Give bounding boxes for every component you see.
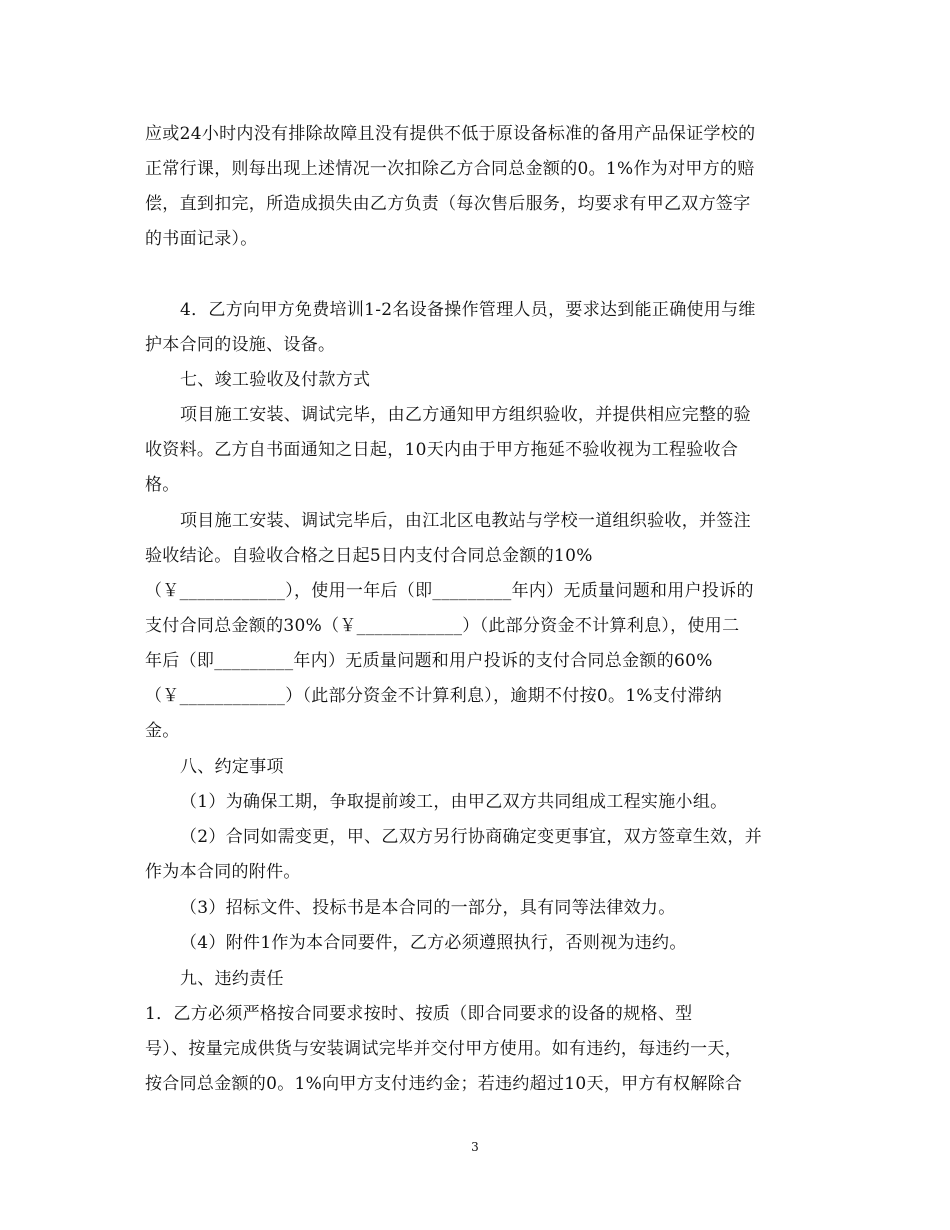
- text-line: （2）合同如需变更，甲、乙双方另行协商确定变更事宜，双方签章生效，并: [180, 827, 763, 847]
- text-line: 年后（即_________年内）无质量问题和用户投诉的支付合同总金额的60%: [145, 651, 713, 671]
- text-line: 收资料。乙方自书面通知之日起，10天内由于甲方拖延不验收视为工程验收合: [145, 440, 739, 460]
- text-line: 九、违约责任: [180, 969, 284, 989]
- text-line: 项目施工安装、调试完毕后，由江北区电教站与学校一道组织验收，并签注: [180, 511, 751, 531]
- text-line: 护本合同的设施、设备。: [145, 335, 336, 355]
- text-line: （1）为确保工期，争取提前竣工，由甲乙双方共同组成工程实施小组。: [180, 792, 728, 812]
- text-line: （￥____________），使用一年后（即_________年内）无质量问题和用户投诉的: [145, 581, 754, 601]
- text-line: 号）、按量完成供货与安装调试完毕并交付甲方使用。如有违约，每违约一天，: [145, 1039, 742, 1059]
- text-line: 偿，直到扣完，所造成损失由乙方负责（每次售后服务，均要求有甲乙双方签字: [145, 194, 751, 214]
- text-line: 应或24小时内没有排除故障且没有提供不低于原设备标准的备用产品保证学校的: [145, 124, 756, 144]
- text-line: 支付合同总金额的30%（￥____________）（此部分资金不计算利息），使用二: [145, 616, 740, 636]
- page-number: 3: [471, 1140, 479, 1154]
- text-line: 1．乙方必须严格按合同要求按时、按质（即合同要求的设备的规格、型: [145, 1004, 693, 1024]
- text-line: 项目施工安装、调试完毕，由乙方通知甲方组织验收，并提供相应完整的验: [180, 405, 751, 425]
- text-line: 验收结论。自验收合格之日起5日内支付合同总金额的10%: [145, 546, 593, 566]
- text-line: 的书面记录）。: [145, 229, 258, 249]
- text-line: 正常行课，则每出现上述情况一次扣除乙方合同总金额的0。1%作为对甲方的赔: [145, 159, 755, 179]
- text-line: 格。: [145, 475, 180, 495]
- text-line: 八、约定事项: [180, 757, 284, 777]
- text-line: （4）附件1作为本合同要件，乙方必须遵照执行，否则视为违约。: [180, 933, 687, 953]
- text-line: 4．乙方向甲方免费培训1-2名设备操作管理人员，要求达到能正确使用与维: [180, 300, 756, 320]
- text-line: （￥____________）（此部分资金不计算利息），逾期不付按0。1%支付滞纳: [145, 686, 723, 706]
- text-line: 七、竣工验收及付款方式: [180, 370, 371, 390]
- text-line: 按合同总金额的0。1%向甲方支付违约金；若违约超过10天，甲方有权解除合: [145, 1074, 743, 1094]
- text-line: 金。: [145, 721, 180, 741]
- text-line: 作为本合同的附件。: [145, 862, 301, 882]
- text-line: （3）招标文件、投标书是本合同的一部分，具有同等法律效力。: [180, 898, 676, 918]
